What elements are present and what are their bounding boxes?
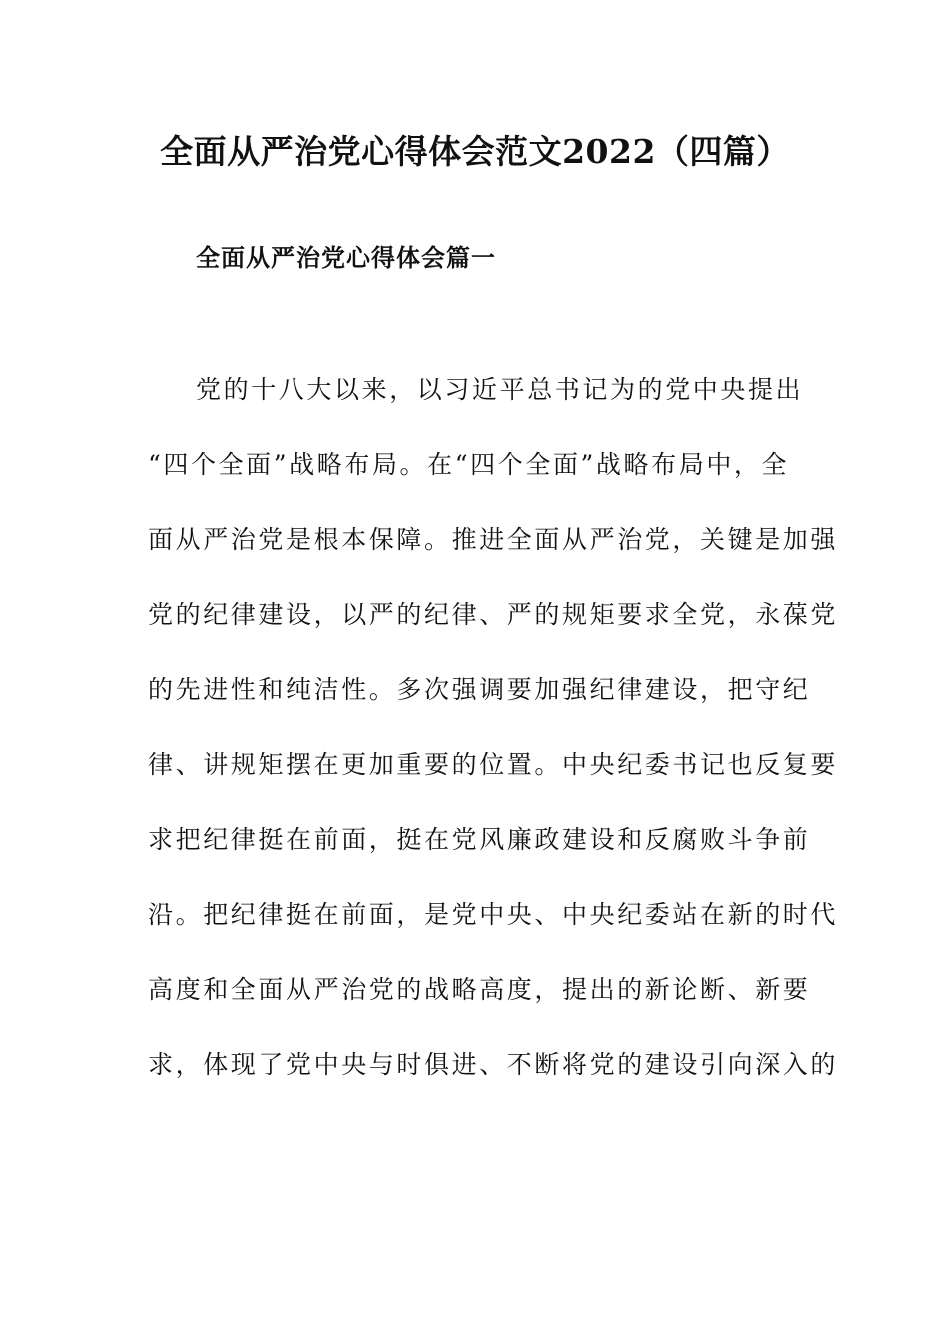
paragraph-line: 求，体现了党中央与时俱进、不断将党的建设引向深入的 (148, 1050, 839, 1079)
paragraph-line: “四个全面”战略布局。在“四个全面”战略布局中，全 (148, 450, 790, 479)
paragraph-line: 面从严治党是根本保障。推进全面从严治党，关键是加强 (148, 525, 839, 554)
paragraph-line: 党的纪律建设，以严的纪律、严的规矩要求全党，永葆党 (148, 600, 839, 629)
section-heading: 全面从严治党心得体会篇一 (196, 244, 496, 272)
paragraph-line: 高度和全面从严治党的战略高度，提出的新论断、新要 (148, 975, 811, 1004)
document-title: 全面从严治党心得体会范文2022（四篇） (160, 132, 790, 171)
paragraph-line: 沿。把纪律挺在前面，是党中央、中央纪委站在新的时代 (148, 900, 839, 929)
paragraph-line: 求把纪律挺在前面，挺在党风廉政建设和反腐败斗争前 (148, 825, 811, 854)
paragraph-line: 的先进性和纯洁性。多次强调要加强纪律建设，把守纪 (148, 675, 811, 704)
paragraph-line: 律、讲规矩摆在更加重要的位置。中央纪委书记也反复要 (148, 750, 839, 779)
paragraph-line: 党的十八大以来，以习近平总书记为的党中央提出 (196, 375, 804, 404)
